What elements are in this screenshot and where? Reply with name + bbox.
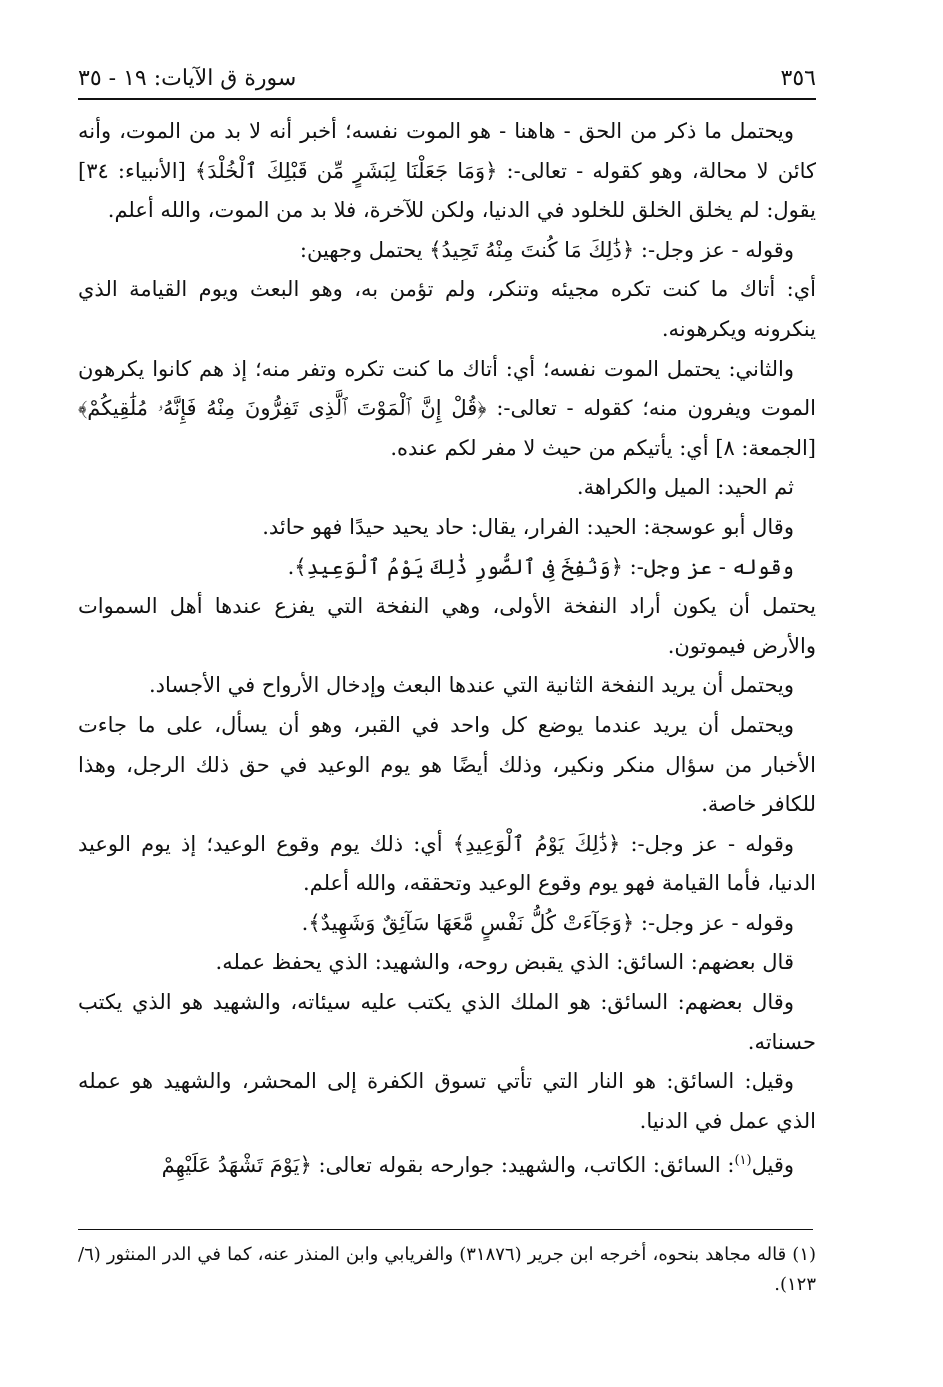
- paragraph: وقوله - عز وجل-: ﴿وَنُفِخَ فِى ٱلصُّورِ ذَٰلِكَ يَوْمُ ٱلْوَعِيدِ﴾.: [287, 554, 794, 579]
- last-line-rest: : السائق: الكاتب، والشهيد: جوارحه بقوله تعالى: ﴿يَوْمَ تَشْهَدُ عَلَيْهِمْ: [161, 1153, 735, 1178]
- paragraph-continues: [78, 1141, 816, 1186]
- paragraph: قال بعضهم: السائق: الذي يقبض روحه، والشهيد: الذي يحفظ عمله.: [215, 950, 794, 975]
- paragraph: يحتمل أن يكون أراد النفخة الأولى، وهي النفخة التي يفزع عندها أهل السموات والأرض فيموتون.: [78, 594, 816, 658]
- running-title: سورة ق الآيات: ١٩ - ٣٥: [78, 65, 297, 91]
- footnote-text: (١) قاله مجاهد بنحوه، أخرجه ابن جرير (٣١٨٧٦) والفريابي وابن المنذر عنه، كما في الدر المنثور (٦/ ١٢٣).: [78, 1244, 817, 1295]
- last-line-start: وقيل: [751, 1153, 794, 1178]
- footnote: [78, 1240, 816, 1300]
- footnote-separator: [78, 1229, 813, 1230]
- paragraph: وقال بعضهم: السائق: هو الملك الذي يكتب عليه سيئاته، والشهيد هو الذي يكتب حسناته.: [78, 990, 816, 1054]
- main-text: [78, 112, 816, 1186]
- paragraph: والثاني: يحتمل الموت نفسه؛ أي: أتاك ما كنت تكره وتفر منه؛ إذ هم كانوا يكرهون الموت ويفرون منه؛ كقوله - تعالى-: ﴿قُلْ إِنَّ ٱلْمَوْتَ ٱلَّذِى تَفِرُّونَ مِنْهُ فَإِنَّهُۥ مُلَٰقِيكُمْ﴾ [الجمعة: ٨] أي: يأتيكم من حيث لا مفر لكم عنده.: [78, 356, 816, 460]
- paragraph: وقوله - عز وجل-: ﴿ذَٰلِكَ مَا كُنتَ مِنْهُ تَحِيدُ﴾ يحتمل وجهين:: [299, 237, 794, 262]
- header-rule: [78, 98, 816, 100]
- paragraph: أي: أتاك ما كنت تكره مجيئه وتنكر، ولم تؤمن به، وهو البعث ويوم القيامة الذي ينكرونه ويكرهونه.: [78, 277, 816, 341]
- page-header: [78, 58, 816, 98]
- paragraph: وقال أبو عوسجة: الحيد: الفرار، يقال: حاد يحيد حيدًا فهو حائد.: [262, 514, 794, 539]
- paragraph: ثم الحيد: الميل والكراهة.: [576, 475, 794, 500]
- paragraph: وقيل: السائق: هو النار التي تأتي تسوق الكفرة إلى المحشر، والشهيد هو عمله الذي عمل في الدنيا.: [78, 1069, 816, 1133]
- page-number: ٣٥٦: [780, 65, 816, 91]
- paragraph: ويحتمل ما ذكر من الحق - هاهنا - هو الموت نفسه؛ أخبر أنه لا بد من الموت، وأنه كائن لا محالة، وهو كقوله - تعالى-: ﴿وَمَا جَعَلْنَا لِبَشَرٍ مِّن قَبْلِكَ ٱلْخُلْدَ﴾ [الأنبياء: ٣٤] يقول: لم يخلق الخلق للخلود في الدنيا، ولكن للآخرة، فلا بد من الموت، والله أعلم.: [78, 119, 816, 223]
- paragraph: وقوله - عز وجل-: ﴿وَجَآءَتْ كُلُّ نَفْسٍ مَّعَهَا سَآئِقٌ وَشَهِيدٌ﴾.: [301, 910, 794, 935]
- paragraph: ويحتمل أن يريد عندما يوضع كل واحد في القبر، وهو أن يسأل، على ما جاءت الأخبار من سؤال منكر ونكير، وذلك أيضًا هو يوم الوعيد في حق ذلك الرجل، وهذا للكافر خاصة.: [78, 712, 816, 817]
- paragraph: وقوله - عز وجل-: ﴿ذَٰلِكَ يَوْمُ ٱلْوَعِيدِ﴾ أي: ذلك يوم وقوع الوعيد؛ إذ يوم الوعيد الدنيا، فأما القيامة فهو يوم وقوع الوعيد وتحققه، والله أعلم.: [78, 831, 816, 896]
- footnote-reference[interactable]: (١): [734, 1153, 752, 1169]
- paragraph: ويحتمل أن يريد النفخة الثانية التي عندها البعث وإدخال الأرواح في الأجساد.: [148, 673, 794, 698]
